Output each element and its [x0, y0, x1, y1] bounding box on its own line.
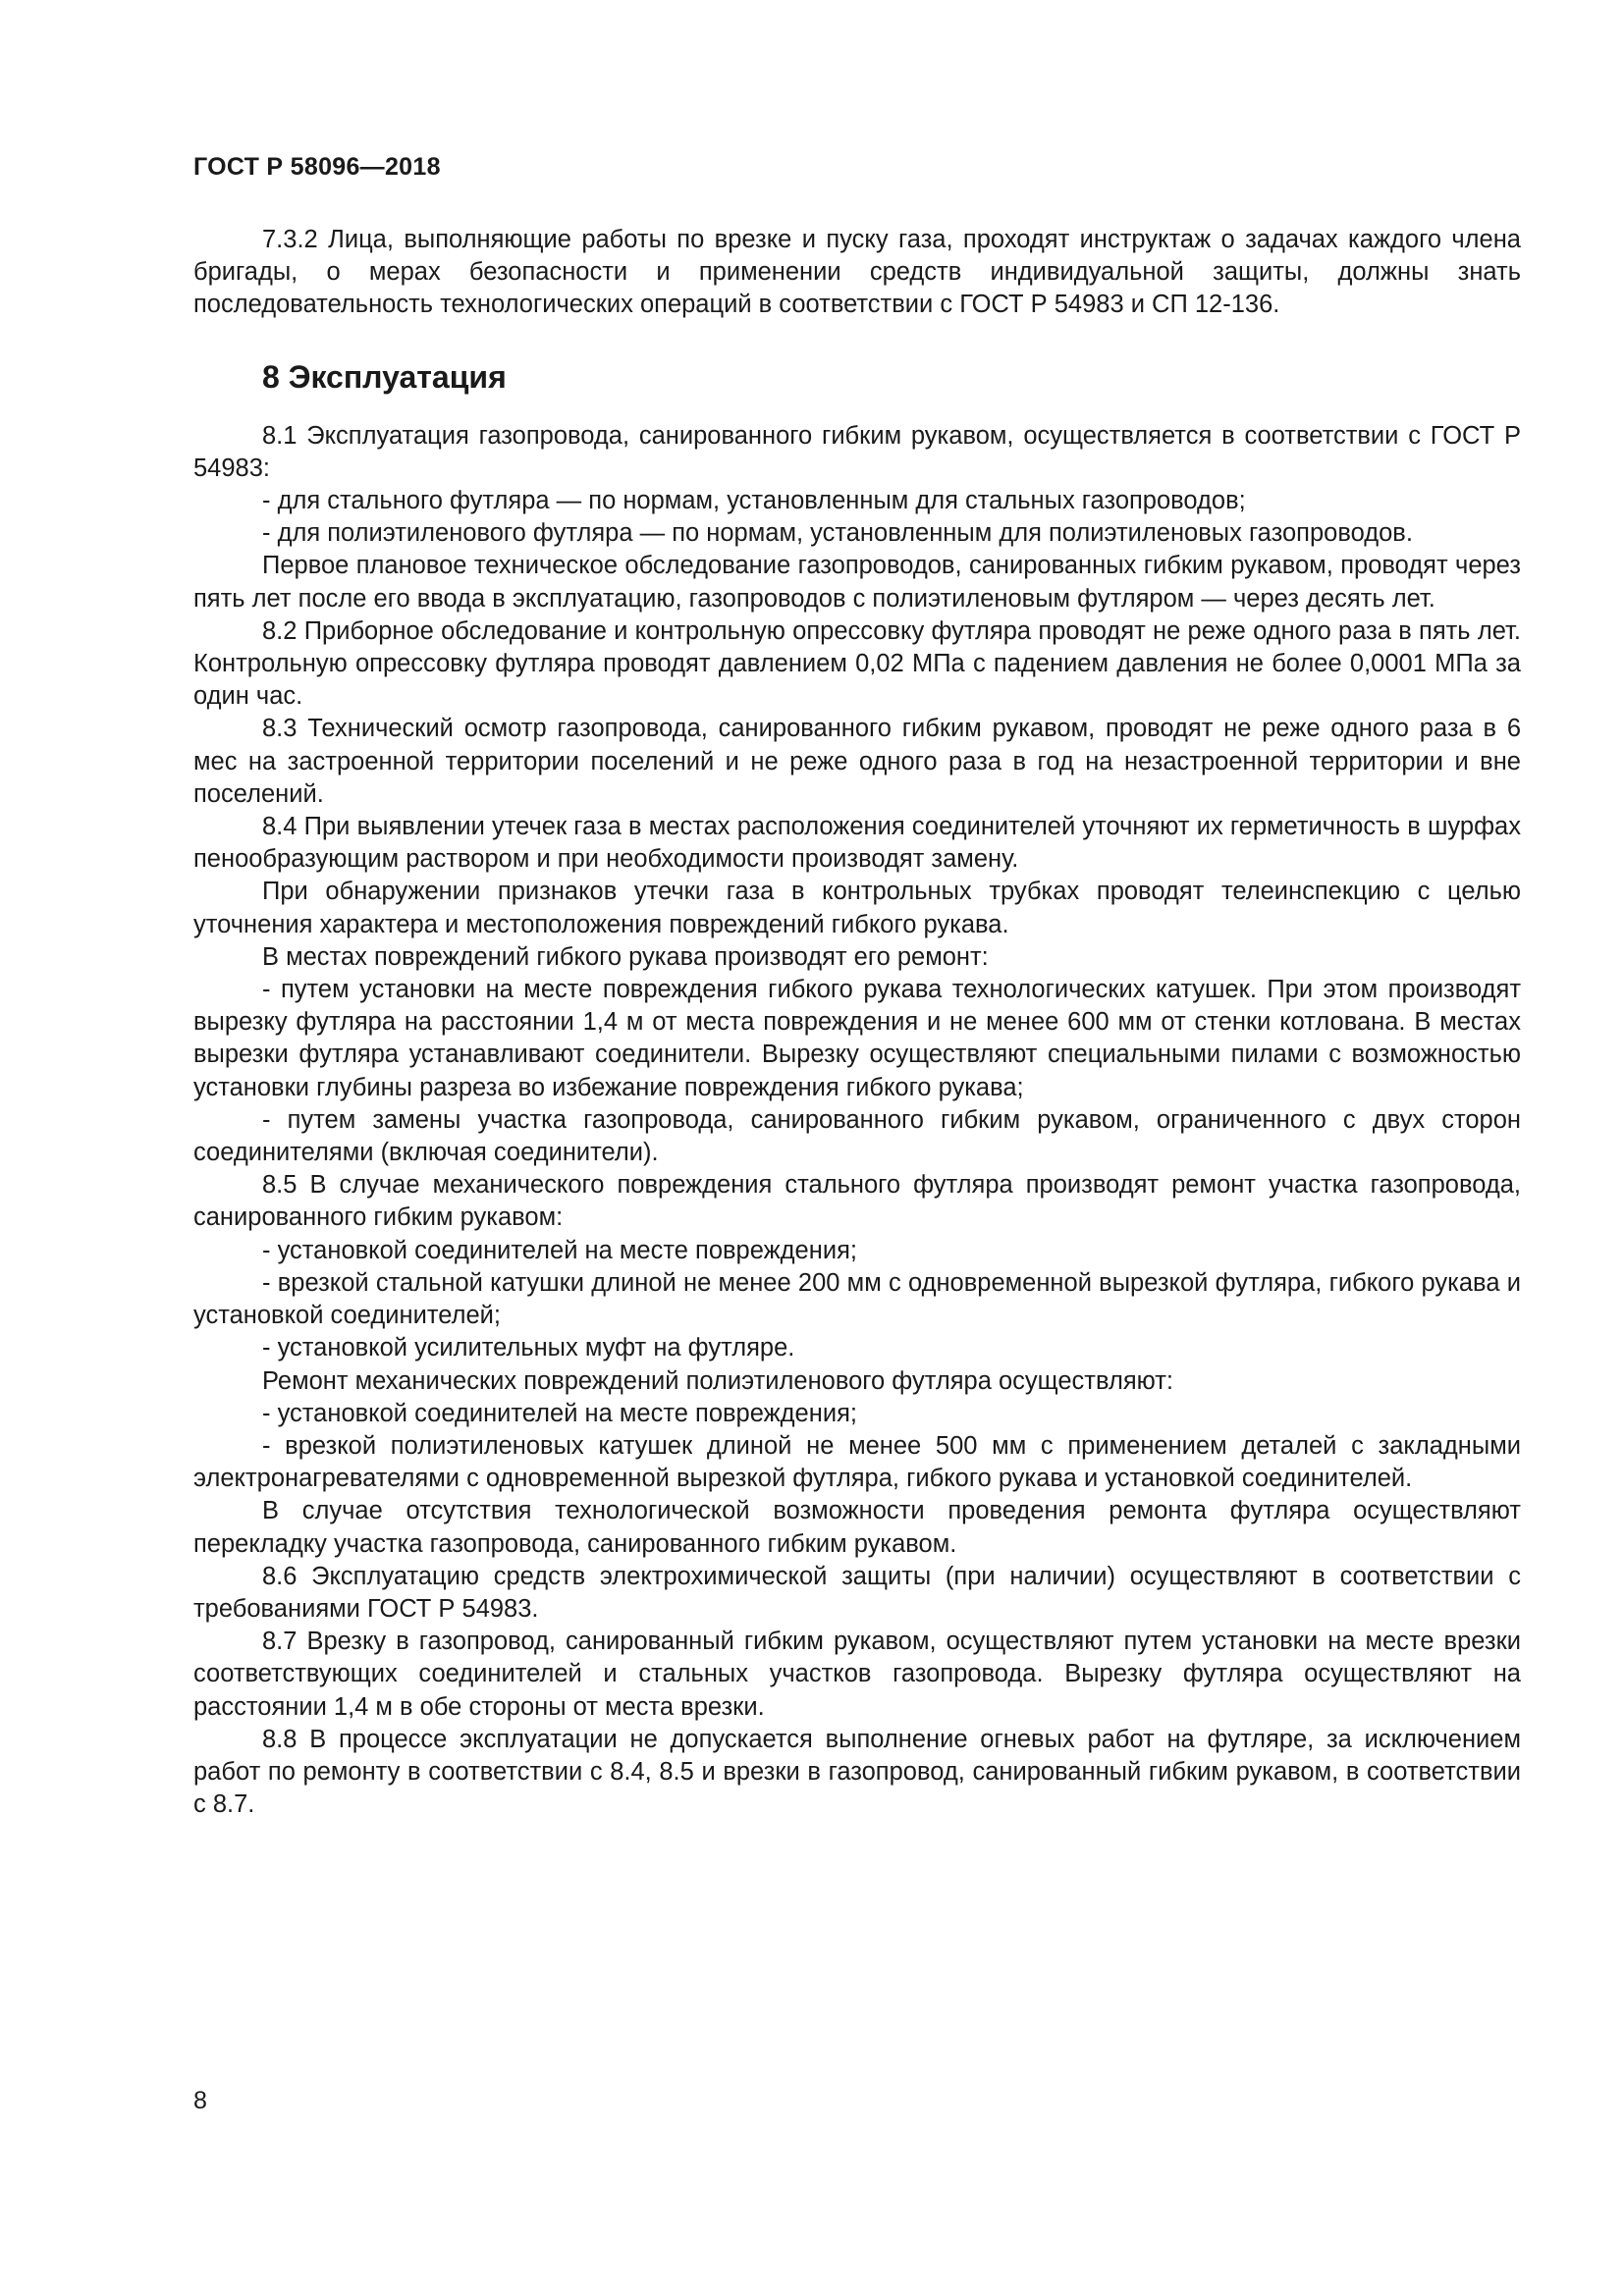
paragraph-8-6: 8.6 Эксплуатацию средств электрохимической защиты (при наличии) осуществляют в соответствии с требованиями ГОСТ Р 54983. [193, 1562, 1521, 1623]
document-header: ГОСТ Р 58096—2018 [193, 153, 441, 181]
paragraph: При обнаружении признаков утечки газа в контрольных трубках проводят телеинспекцию с целью уточнения характера и местоположения повреждений гибкого рукава. [193, 878, 1521, 938]
list-item: - врезкой стальной катушки длиной не менее 200 мм с одновременной вырезкой футляра, гибкого рукава и установкой соединителей; [193, 1268, 1521, 1330]
list-item: - врезкой полиэтиленовых катушек длиной не менее 500 мм с применением деталей с закладными электронагревателями с одновременной вырезкой футляра, гибкого рукава и установкой соединителей. [193, 1431, 1521, 1493]
list-item: - путем замены участка газопровода, санированного гибким рукавом, ограниченного с двух сторон соединителями (включая соединители). [193, 1105, 1521, 1167]
list-item: - установкой соединителей на месте повреждения; [262, 1236, 857, 1264]
paragraph: В случае отсутствия технологической возможности проведения ремонта футляра осуществляют перекладку участка газопровода, санированного гибким рукавом. [193, 1497, 1521, 1558]
document-body [193, 224, 1521, 1821]
section-title: 8 Эксплуатация [262, 358, 507, 395]
paragraph-8-7: 8.7 Врезку в газопровод, санированный гибким рукавом, осуществляют путем установки на месте врезки соответствующих соединителей и стальных участков газопровода. Вырезку футляра осуществляют на расстоянии 1,4 м в обе стороны от места врезки. [193, 1628, 1521, 1721]
list-item: - для полиэтиленового футляра — по нормам, установленным для полиэтиленовых газопроводов. [262, 519, 1413, 548]
paragraph-7-3-2: 7.3.2 Лица, выполняющие работы по врезке и пуску газа, проходят инструктаж о задачах каждого члена бригады, о мерах безопасности и применении средств индивидуальной защиты, должны знать последовательность технологических операций в соответствии с ГОСТ Р 54983 и СП 12-136. [193, 226, 1521, 319]
paragraph: Первое плановое техническое обследование газопроводов, санированных гибким рукавом, проводят через пять лет после его ввода в эксплуатацию, газопроводов с полиэтиленовым футляром — через десять лет. [193, 552, 1521, 613]
list-item: - для стального футляра — по нормам, установленным для стальных газопроводов; [262, 487, 1246, 515]
paragraph-8-8: 8.8 В процессе эксплуатации не допускается выполнение огневых работ на футляре, за исключением работ по ремонту в соответствии с 8.4, 8.5 и врезки в газопровод, санированный гибким рукавом, в соответствии с 8.7. [193, 1725, 1521, 1819]
paragraph: Ремонт механических повреждений полиэтиленового футляра осуществляют: [262, 1366, 1173, 1395]
list-item: - путем установки на месте повреждения гибкого рукава технологических катушек. При этом производят вырезку футляра на расстоянии 1,4 м от места повреждения и не менее 600 мм от стенки котлована. В местах вырезки футляра устанавливают соединители. Вырезку осуществляют специальными пилами с возможностью установки глубины разреза во избежание повреждения гибкого рукава; [193, 976, 1521, 1101]
list-item: - установкой усилительных муфт на футляре. [262, 1334, 795, 1362]
paragraph-8-1: 8.1 Эксплуатация газопровода, санированного гибким рукавом, осуществляется в соответствии с ГОСТ Р 54983: [193, 421, 1521, 482]
paragraph-8-5: 8.5 В случае механического повреждения стального футляра производят ремонт участка газопровода, санированного гибким рукавом: [193, 1171, 1521, 1232]
paragraph-8-4: 8.4 При выявлении утечек газа в местах расположения соединителей уточняют их герметичность в шурфах пенообразующим раствором и при необходимости производят замену. [193, 813, 1521, 874]
list-item: - установкой соединителей на месте повреждения; [262, 1399, 857, 1427]
paragraph-8-2: 8.2 Приборное обследование и контрольную опрессовку футляра проводят не реже одного раза в пять лет. Контрольную опрессовку футляра проводят давлением 0,02 МПа с падением давления не более 0,0001 МПа за один час. [193, 616, 1521, 711]
paragraph-8-3: 8.3 Технический осмотр газопровода, санированного гибким рукавом, проводят не реже одного раза в 6 мес на застроенной территории поселений и не реже одного раза в год на незастроенной территории и вне поселений. [193, 715, 1521, 808]
page-number: 8 [193, 2087, 207, 2114]
paragraph: В местах повреждений гибкого рукава производят его ремонт: [262, 942, 989, 971]
